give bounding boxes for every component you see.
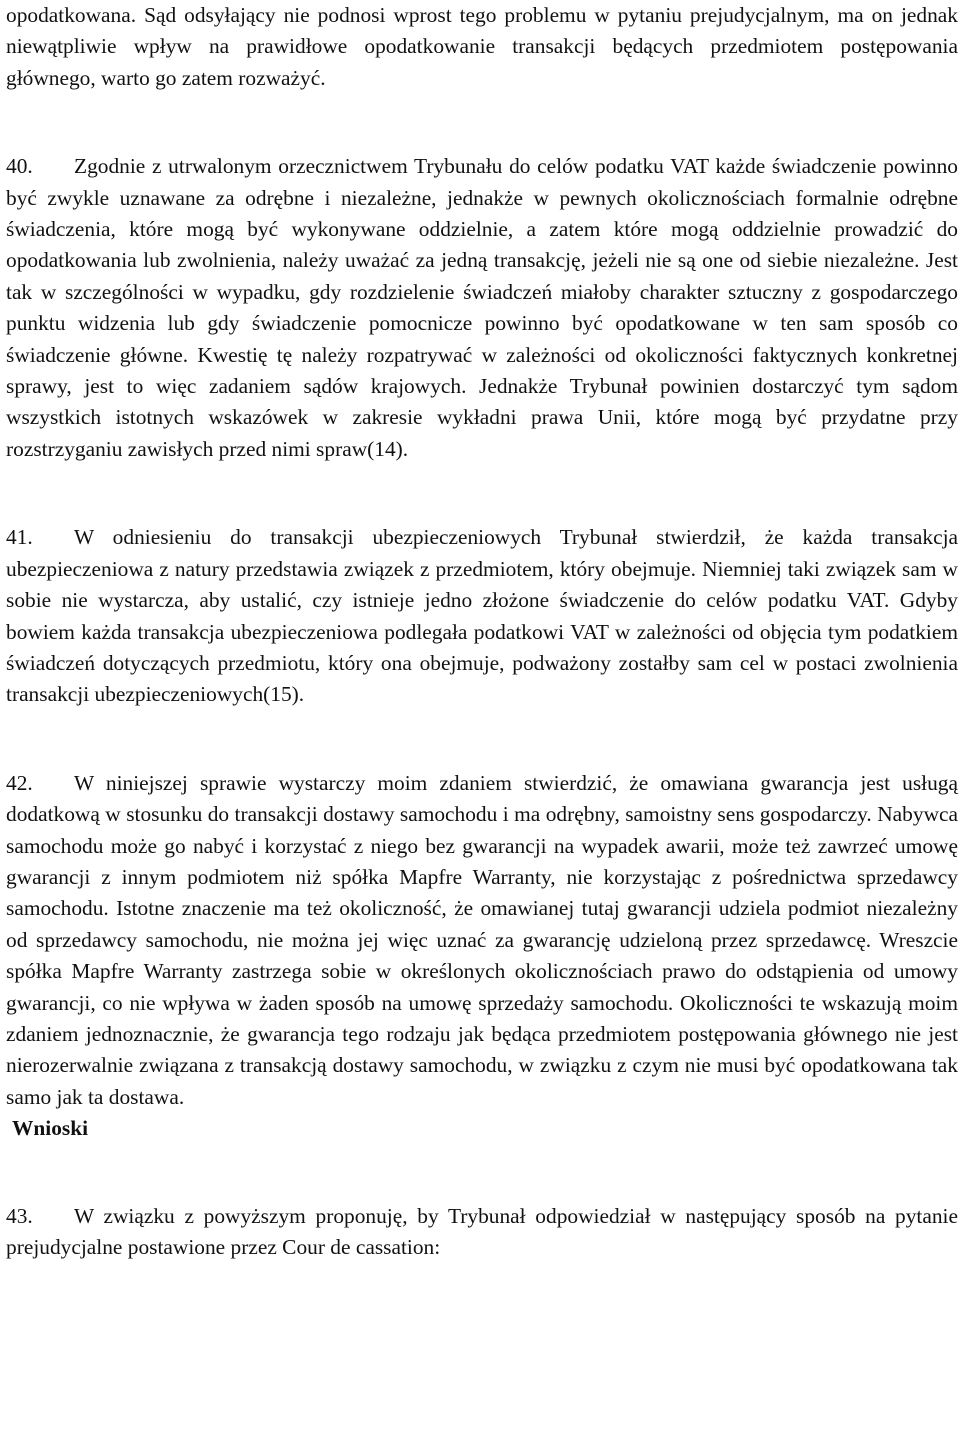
document-page (6, 0, 958, 1263)
paragraph-number: 43. (6, 1203, 33, 1228)
paragraph-text: Zgodnie z utrwalonym orzecznictwem Trybunału do celów podatku VAT każde świadczenie powinno być zwykle uznawane za odrębne i niezależne, jednakże w pewnych okolicznościach formalnie odrębne świadczenia, które mogą być wykonywane oddzielnie, a zatem które mogą oddzielnie prowadzić do opodatkowania lub zwolnienia, należy uważać za jedną transakcję, jeżeli nie są one od siebie niezależne. Jest tak w szczególności w wypadku, gdy rozdzielenie świadczeń miałoby charakter sztuczny z gospodarczego punktu widzenia lub gdy świadczenie pomocnicze powinno być opodatkowane w ten sam sposób co świadczenie główne. Kwestię tę należy rozpatrywać w zależności od okoliczności faktycznych konkretnej sprawy, jest to więc zadaniem sądów krajowych. Jednakże Trybunał powinien dostarczyć tym sądom wszystkich istotnych wskazówek w zakresie wykładni prawa Unii, które mogą być przydatne przy rozstrzyganiu zawisłych przed nimi spraw(14). (6, 154, 958, 461)
paragraph-text: W odniesieniu do transakcji ubezpieczeniowych Trybunał stwierdził, że każda transakcja ubezpieczeniowa z natury przedstawia związek z przedmiotem, który obejmuje. Niemniej taki związek sam w sobie nie wystarcza, aby ustalić, czy istnieje jedno złożone świadczenie do celów podatku VAT. Gdyby bowiem każda transakcja ubezpieczeniowa podlegała podatkowi VAT w zależności od objęcia tym podatkiem świadczeń dotyczących przedmiotu, który ona obejmuje, podważony zostałby sam cel w postaci zwolnienia transakcji ubezpieczeniowych(15). (6, 525, 958, 707)
paragraph-43 (6, 1201, 958, 1264)
paragraph-text: W związku z powyższym proponuję, by Trybunał odpowiedział w następujący sposób na pytanie prejudycjalne postawione przez Cour de cassation: (6, 1203, 958, 1259)
section-heading: Wnioski (12, 1116, 89, 1141)
paragraph-text: W niniejszej sprawie wystarczy moim zdaniem stwierdzić, że omawiana gwarancja jest usługą dodatkową w stosunku do transakcji dostawy samochodu i ma odrębny, samoistny sens gospodarczy. Nabywca samochodu może go nabyć i korzystać z niego bez gwarancji na wypadek awarii, może też zawrzeć umowę gwarancji z innym podmiotem niż spółka Mapfre Warranty, nie korzystając z pośrednictwa sprzedawcy samochodu. Istotne znaczenie ma też okoliczność, że omawianej tutaj gwarancji udziela podmiot niezależny od sprzedawcy samochodu, nie można jej więc uznać za gwarancję udzieloną przez sprzedawcę. Wreszcie spółka Mapfre Warranty zastrzega sobie w określonych okolicznościach prawo do odstąpienia od umowy gwarancji, co nie wpływa w żaden sposób na umowę sprzedaży samochodu. Okoliczności te wskazują moim zdaniem jednoznacznie, że gwarancja tego rodzaju jak będąca przedmiotem postępowania głównego nie jest nierozerwalnie związana z transakcją dostawy samochodu, w związku z czym nie musi być opodatkowana tak samo jak ta dostawa. (6, 770, 958, 1109)
paragraph-40 (6, 151, 958, 465)
intro-text: opodatkowana. Sąd odsyłający nie podnosi wprost tego problemu w pytaniu prejudycjalnym, ma on jednak niewątpliwie wpływ na prawidłowe opodatkowanie transakcji będących przedmiotem postępowania głównego, warto go zatem rozważyć. (6, 3, 958, 90)
paragraph-number: 42. (6, 770, 33, 795)
paragraph-42 (6, 768, 958, 1113)
intro-paragraph (6, 0, 958, 94)
paragraph-number: 41. (6, 525, 33, 550)
paragraph-41 (6, 522, 958, 710)
paragraph-number: 40. (6, 154, 33, 179)
